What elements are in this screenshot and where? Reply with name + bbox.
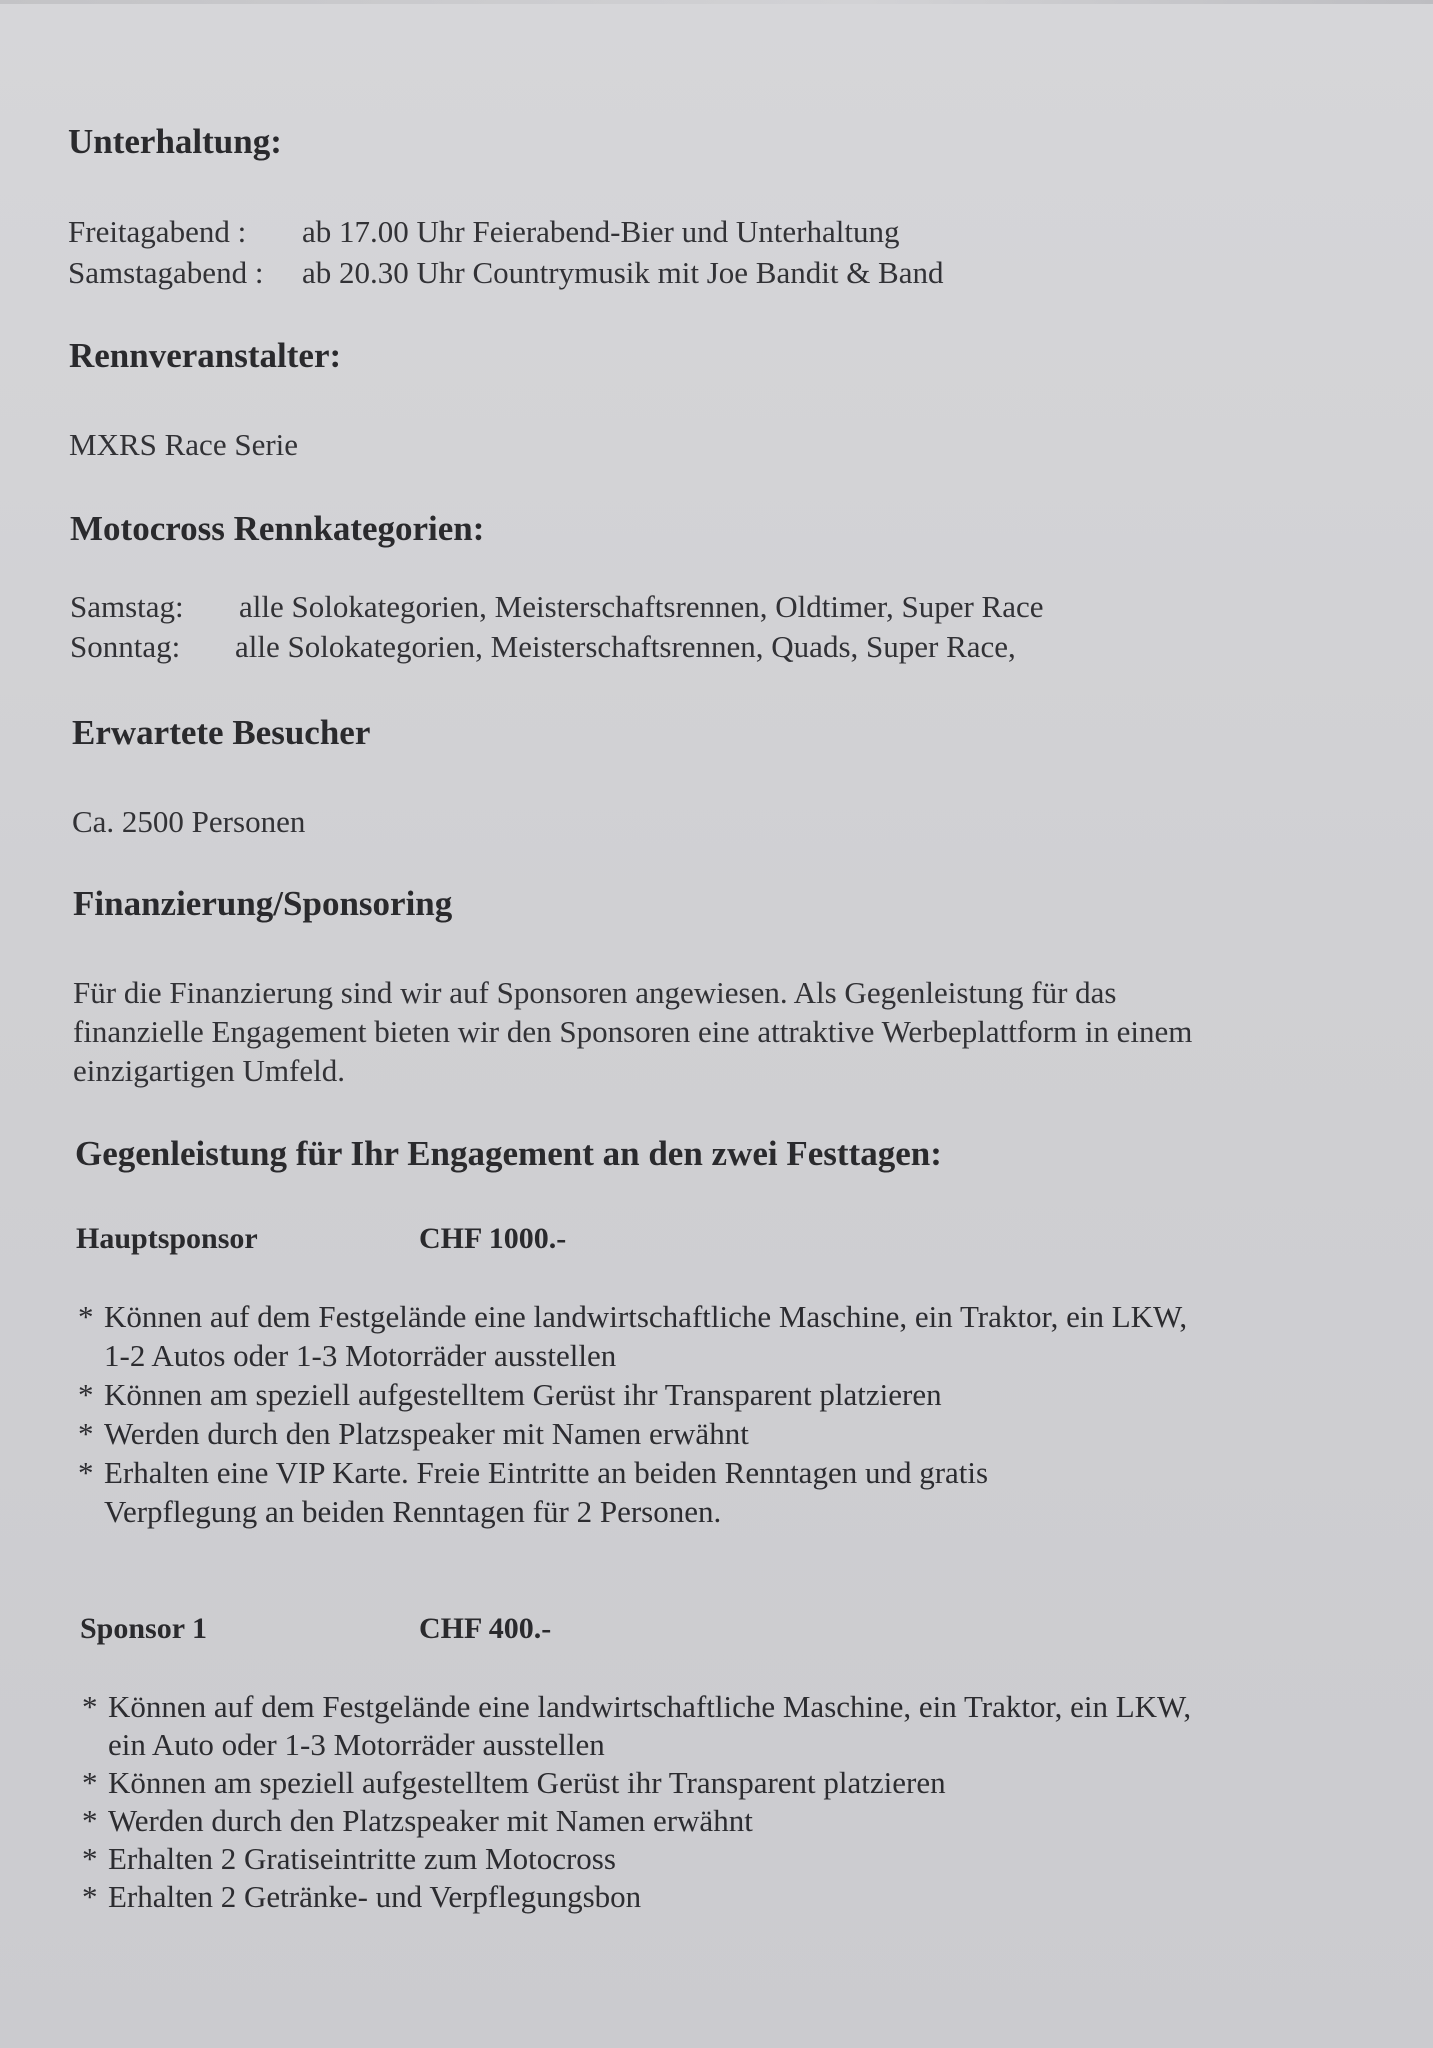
bullet-star: * bbox=[78, 1416, 94, 1451]
bullet-star: * bbox=[78, 1299, 94, 1334]
heading-rennveranstalter: Rennveranstalter: bbox=[69, 336, 342, 375]
bullet-continuation: Verpflegung an beiden Renntagen für 2 Personen. bbox=[104, 1494, 722, 1529]
list-item bbox=[82, 1877, 1382, 1916]
list-item bbox=[78, 1297, 1378, 1336]
saturday-evening-label: Samstagabend : bbox=[68, 255, 264, 290]
heading-besucher: Erwartete Besucher bbox=[72, 713, 371, 752]
sunday-label: Sonntag: bbox=[70, 629, 181, 664]
list-item bbox=[78, 1414, 1378, 1453]
bullet-text: Können am speziell aufgestelltem Gerüst ihr Transparent platzieren bbox=[104, 1377, 942, 1412]
heading-unterhaltung: Unterhaltung: bbox=[68, 122, 282, 161]
besucher-text: Ca. 2500 Personen bbox=[72, 804, 306, 839]
tier-price-sponsor-1: CHF 400.- bbox=[419, 1612, 552, 1645]
bullet-star: * bbox=[78, 1377, 94, 1412]
heading-gegenleistung: Gegenleistung für Ihr Engagement an den zwei Festtagen: bbox=[75, 1134, 942, 1173]
friday-text: ab 17.00 Uhr Feierabend-Bier und Unterhaltung bbox=[302, 214, 900, 249]
friday-label: Freitagabend : bbox=[68, 214, 247, 249]
list-item bbox=[78, 1375, 1378, 1414]
list-item bbox=[78, 1453, 1378, 1492]
list-item bbox=[82, 1801, 1382, 1840]
bullet-text: Werden durch den Platzspeaker mit Namen erwähnt bbox=[108, 1803, 753, 1838]
finanzierung-line-2: finanzielle Engagement bieten wir den Sponsoren eine attraktive Werbeplattform in einem bbox=[73, 1014, 1193, 1049]
bullet-text: Können auf dem Festgelände eine landwirtschaftliche Maschine, ein Traktor, ein LKW, bbox=[108, 1689, 1192, 1724]
bullet-star: * bbox=[82, 1841, 98, 1876]
sunday-categories: alle Solokategorien, Meisterschaftsrennen, Quads, Super Race, bbox=[235, 629, 1016, 664]
heading-rennkategorien: Motocross Rennkategorien: bbox=[70, 509, 485, 548]
saturday-categories: alle Solokategorien, Meisterschaftsrennen, Oldtimer, Super Race bbox=[239, 589, 1044, 624]
bullet-star: * bbox=[82, 1689, 98, 1724]
heading-finanzierung: Finanzierung/Sponsoring bbox=[73, 884, 453, 923]
tier-price-hauptsponsor: CHF 1000.- bbox=[419, 1222, 567, 1255]
finanzierung-line-3: einzigartigen Umfeld. bbox=[73, 1053, 346, 1088]
bullet-star: * bbox=[78, 1455, 94, 1490]
finanzierung-line-1: Für die Finanzierung sind wir auf Sponsoren angewiesen. Als Gegenleistung für das bbox=[73, 975, 1117, 1010]
list-item bbox=[82, 1763, 1382, 1802]
page-top-edge bbox=[0, 0, 1433, 4]
bullet-text: Erhalten 2 Gratiseintritte zum Motocross bbox=[108, 1841, 616, 1876]
bullet-star: * bbox=[82, 1803, 98, 1838]
bullet-text: Erhalten 2 Getränke- und Verpflegungsbon bbox=[108, 1879, 642, 1914]
rennveranstalter-text: MXRS Race Serie bbox=[69, 427, 299, 462]
bullet-text: Können auf dem Festgelände eine landwirtschaftliche Maschine, ein Traktor, ein LKW, bbox=[104, 1299, 1188, 1334]
tier-name-sponsor-1: Sponsor 1 bbox=[80, 1612, 208, 1645]
tier-name-hauptsponsor: Hauptsponsor bbox=[76, 1222, 258, 1255]
saturday-evening-text: ab 20.30 Uhr Countrymusik mit Joe Bandit & Band bbox=[302, 255, 944, 290]
saturday-label: Samstag: bbox=[70, 589, 184, 624]
bullet-text: Können am speziell aufgestelltem Gerüst ihr Transparent platzieren bbox=[108, 1765, 946, 1800]
list-item bbox=[82, 1839, 1382, 1878]
bullet-star: * bbox=[82, 1765, 98, 1800]
bullet-text: Werden durch den Platzspeaker mit Namen erwähnt bbox=[104, 1416, 749, 1451]
bullet-continuation: ein Auto oder 1-3 Motorräder ausstellen bbox=[108, 1727, 605, 1762]
list-item bbox=[82, 1687, 1382, 1726]
bullet-star: * bbox=[82, 1879, 98, 1914]
bullet-continuation: 1-2 Autos oder 1-3 Motorräder ausstellen bbox=[104, 1338, 617, 1373]
bullet-text: Erhalten eine VIP Karte. Freie Eintritte an beiden Renntagen und gratis bbox=[104, 1455, 989, 1490]
